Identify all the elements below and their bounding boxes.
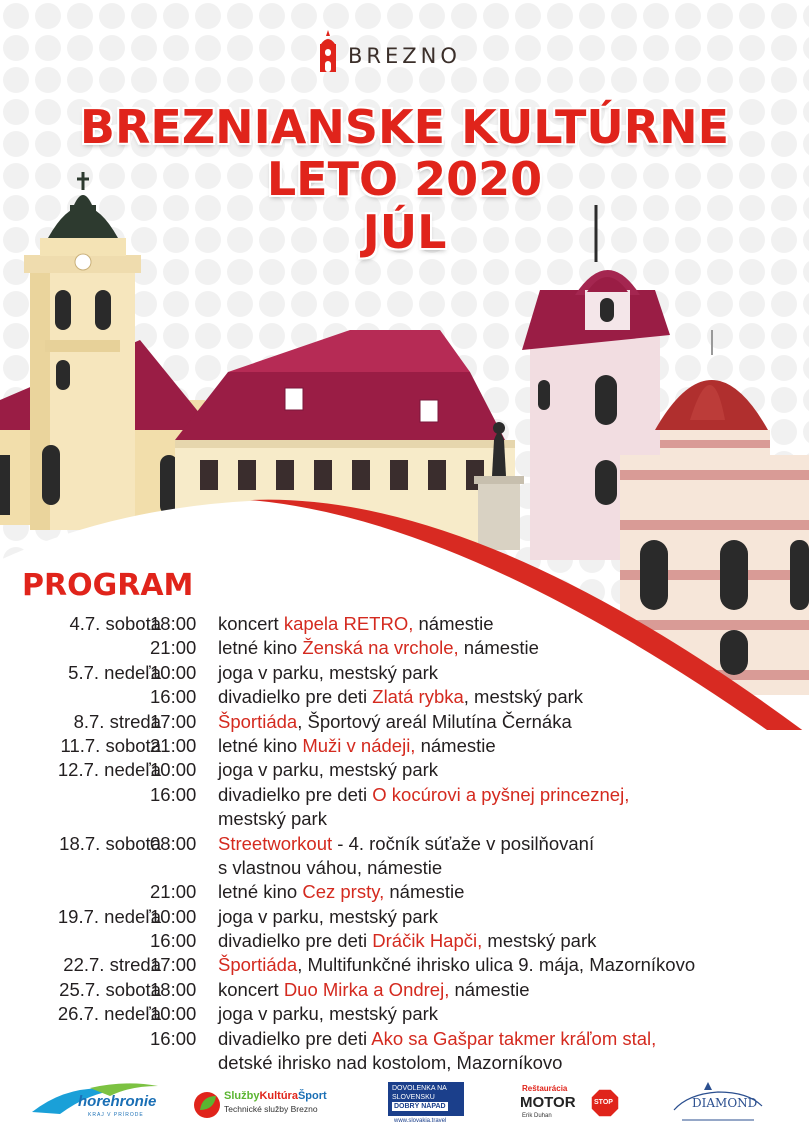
schedule-row bbox=[0, 710, 809, 734]
event-date: 26.7. nedeľa bbox=[57, 1003, 161, 1025]
diamond-name: DIAMOND bbox=[692, 1096, 758, 1110]
event-highlight: Športiáda bbox=[218, 710, 298, 732]
schedule-row bbox=[0, 783, 809, 807]
event-date: 25.7. sobota bbox=[59, 978, 161, 1000]
title-line-1: BREZNIANSKE KULTÚRNE bbox=[79, 100, 730, 154]
event-description bbox=[218, 1027, 656, 1051]
program-schedule bbox=[0, 612, 809, 1075]
event-date: 12.7. nedeľa bbox=[57, 759, 161, 781]
event-time: 16:00 bbox=[150, 930, 197, 952]
event-text: divadielko pre deti bbox=[218, 783, 373, 805]
event-text: joga v parku, mestský park bbox=[218, 905, 439, 927]
event-highlight: O kocúrovi a pyšnej princeznej, bbox=[372, 783, 630, 805]
event-time: 17:00 bbox=[150, 954, 197, 976]
schedule-row bbox=[0, 929, 809, 953]
dovolenka-line3: DOBRÝ NÁPAD bbox=[394, 1103, 446, 1110]
sponsor-diamond bbox=[668, 1080, 768, 1128]
event-highlight: Duo Mirka a Ondrej, bbox=[283, 978, 450, 1000]
schedule-row bbox=[0, 832, 809, 856]
schedule-row bbox=[0, 612, 809, 636]
event-text-after: námestie bbox=[458, 637, 539, 659]
event-date: 18.7. sobota bbox=[59, 832, 161, 854]
event-description bbox=[218, 661, 438, 685]
event-text: letné kino bbox=[218, 881, 303, 903]
event-time: 21:00 bbox=[150, 734, 197, 756]
event-description bbox=[218, 978, 530, 1002]
dovolenka-line1: DOVOLENKA NA bbox=[392, 1085, 447, 1092]
leaf-icon bbox=[192, 1090, 222, 1120]
title-line-3: JÚL bbox=[362, 205, 447, 259]
event-description bbox=[218, 953, 695, 977]
schedule-row bbox=[0, 807, 809, 831]
schedule-row bbox=[0, 685, 809, 709]
motor-sub: Erik Duhan bbox=[522, 1113, 552, 1119]
event-highlight: Ženská na vrchole, bbox=[302, 637, 459, 659]
sluzby-label: Služby bbox=[224, 1090, 260, 1102]
event-description bbox=[218, 905, 438, 929]
event-time: 10:00 bbox=[150, 1003, 197, 1025]
event-description bbox=[218, 636, 539, 660]
stop-label: STOP bbox=[594, 1099, 613, 1106]
event-text: koncert bbox=[218, 613, 284, 634]
horehronie-name: horehronie bbox=[78, 1093, 157, 1110]
sponsor-motor bbox=[520, 1084, 620, 1128]
sluzby-subtitle: Technické služby Brezno bbox=[224, 1104, 318, 1114]
event-description bbox=[218, 612, 494, 636]
event-time: 08:00 bbox=[150, 832, 197, 854]
event-date: 11.7. sobota bbox=[60, 734, 161, 756]
motor-top: Reštaurácia bbox=[522, 1084, 568, 1093]
event-highlight: kapela RETRO, bbox=[283, 613, 414, 634]
event-highlight: Ako sa Gašpar takmer kráľom stal, bbox=[371, 1027, 657, 1049]
event-text: s vlastnou váhou, námestie bbox=[218, 856, 443, 878]
event-description bbox=[218, 734, 496, 758]
event-time: 16:00 bbox=[150, 686, 197, 708]
sponsor-horehronie bbox=[30, 1080, 160, 1125]
event-highlight: Cez prsty, bbox=[302, 881, 385, 903]
sponsor-strip bbox=[0, 1080, 809, 1141]
schedule-row bbox=[0, 758, 809, 782]
event-text: koncert bbox=[218, 978, 284, 1000]
event-date: 5.7. nedeľa bbox=[68, 661, 161, 683]
event-time: 10:00 bbox=[150, 905, 197, 927]
event-description bbox=[218, 758, 438, 782]
event-time: 18:00 bbox=[150, 613, 197, 634]
logo-text: BREZNO bbox=[348, 44, 461, 68]
event-text: detské ihrisko nad kostolom, Mazorníkovo bbox=[218, 1052, 563, 1074]
event-description bbox=[218, 832, 594, 856]
dovolenka-url: www.slovakia.travel bbox=[394, 1118, 447, 1124]
event-highlight: Muži v nádeji, bbox=[302, 734, 416, 756]
event-text-after: námestie bbox=[413, 613, 494, 634]
event-text: letné kino bbox=[218, 637, 303, 659]
event-text: divadielko pre deti bbox=[218, 686, 373, 708]
event-time: 21:00 bbox=[150, 637, 197, 659]
event-text: joga v parku, mestský park bbox=[218, 661, 439, 683]
event-text-after: , Multifunkčné ihrisko ulica 9. mája, Mazorníkovo bbox=[297, 954, 696, 976]
schedule-row bbox=[0, 661, 809, 685]
motor-name: MOTOR bbox=[520, 1094, 576, 1111]
schedule-row bbox=[0, 880, 809, 904]
event-description bbox=[218, 1002, 438, 1026]
event-date: 8.7. streda bbox=[73, 710, 161, 732]
event-time: 16:00 bbox=[150, 1027, 197, 1049]
event-text-after: , Športový areál Milutína Černáka bbox=[297, 710, 572, 732]
schedule-row bbox=[0, 953, 809, 977]
event-text-after: námestie bbox=[449, 978, 530, 1000]
sport-label: Šport bbox=[297, 1090, 327, 1102]
event-date: 22.7. streda bbox=[63, 954, 161, 976]
event-text: joga v parku, mestský park bbox=[218, 759, 439, 781]
event-text-after: - 4. ročník súťaže v posilňovaní bbox=[332, 832, 595, 854]
event-text-after: námestie bbox=[415, 734, 496, 756]
event-description bbox=[218, 856, 442, 880]
schedule-row bbox=[0, 905, 809, 929]
event-description bbox=[218, 710, 572, 734]
event-time: 21:00 bbox=[150, 881, 197, 903]
kultura-label: Kultúra bbox=[259, 1090, 298, 1102]
brezno-logo bbox=[316, 30, 461, 72]
horehronie-tagline: KRAJ V PRÍRODE bbox=[88, 1112, 144, 1118]
event-text-after: , mestský park bbox=[463, 686, 584, 708]
event-highlight: Športiáda bbox=[218, 954, 298, 976]
event-time: 10:00 bbox=[150, 661, 197, 683]
dovolenka-line2: SLOVENSKU bbox=[392, 1094, 435, 1101]
event-description bbox=[218, 807, 327, 831]
sponsor-dovolenka bbox=[388, 1080, 468, 1128]
schedule-row bbox=[0, 856, 809, 880]
event-description bbox=[218, 685, 583, 709]
schedule-row bbox=[0, 1027, 809, 1051]
sponsor-sluzby-kultura-sport bbox=[192, 1088, 342, 1124]
program-heading: PROGRAM bbox=[22, 568, 194, 603]
event-text-after: námestie bbox=[384, 881, 465, 903]
tower-icon bbox=[316, 30, 340, 72]
event-highlight: Streetworkout bbox=[218, 832, 333, 854]
schedule-row bbox=[0, 1002, 809, 1026]
event-date: 4.7. sobota bbox=[69, 613, 161, 634]
event-time: 10:00 bbox=[150, 759, 197, 781]
event-text: mestský park bbox=[218, 808, 327, 830]
event-highlight: Dráčik Hapči, bbox=[372, 930, 483, 952]
event-description bbox=[218, 880, 464, 904]
event-time: 17:00 bbox=[150, 710, 197, 732]
event-time: 16:00 bbox=[150, 783, 197, 805]
schedule-row bbox=[0, 636, 809, 660]
event-date: 19.7. nedeľa bbox=[57, 905, 161, 927]
event-description bbox=[218, 929, 596, 953]
schedule-row bbox=[0, 734, 809, 758]
event-text-after: mestský park bbox=[482, 930, 597, 952]
event-time: 18:00 bbox=[150, 978, 197, 1000]
schedule-row bbox=[0, 978, 809, 1002]
event-text: letné kino bbox=[218, 734, 303, 756]
event-text: divadielko pre deti bbox=[218, 930, 373, 952]
event-description bbox=[218, 783, 629, 807]
event-highlight: Zlatá rybka bbox=[372, 686, 464, 708]
event-text: divadielko pre deti bbox=[218, 1027, 372, 1049]
event-text: joga v parku, mestský park bbox=[218, 1003, 439, 1025]
title-line-2: LETO 2020 bbox=[266, 152, 543, 206]
schedule-row bbox=[0, 1051, 809, 1075]
event-description bbox=[218, 1051, 562, 1075]
